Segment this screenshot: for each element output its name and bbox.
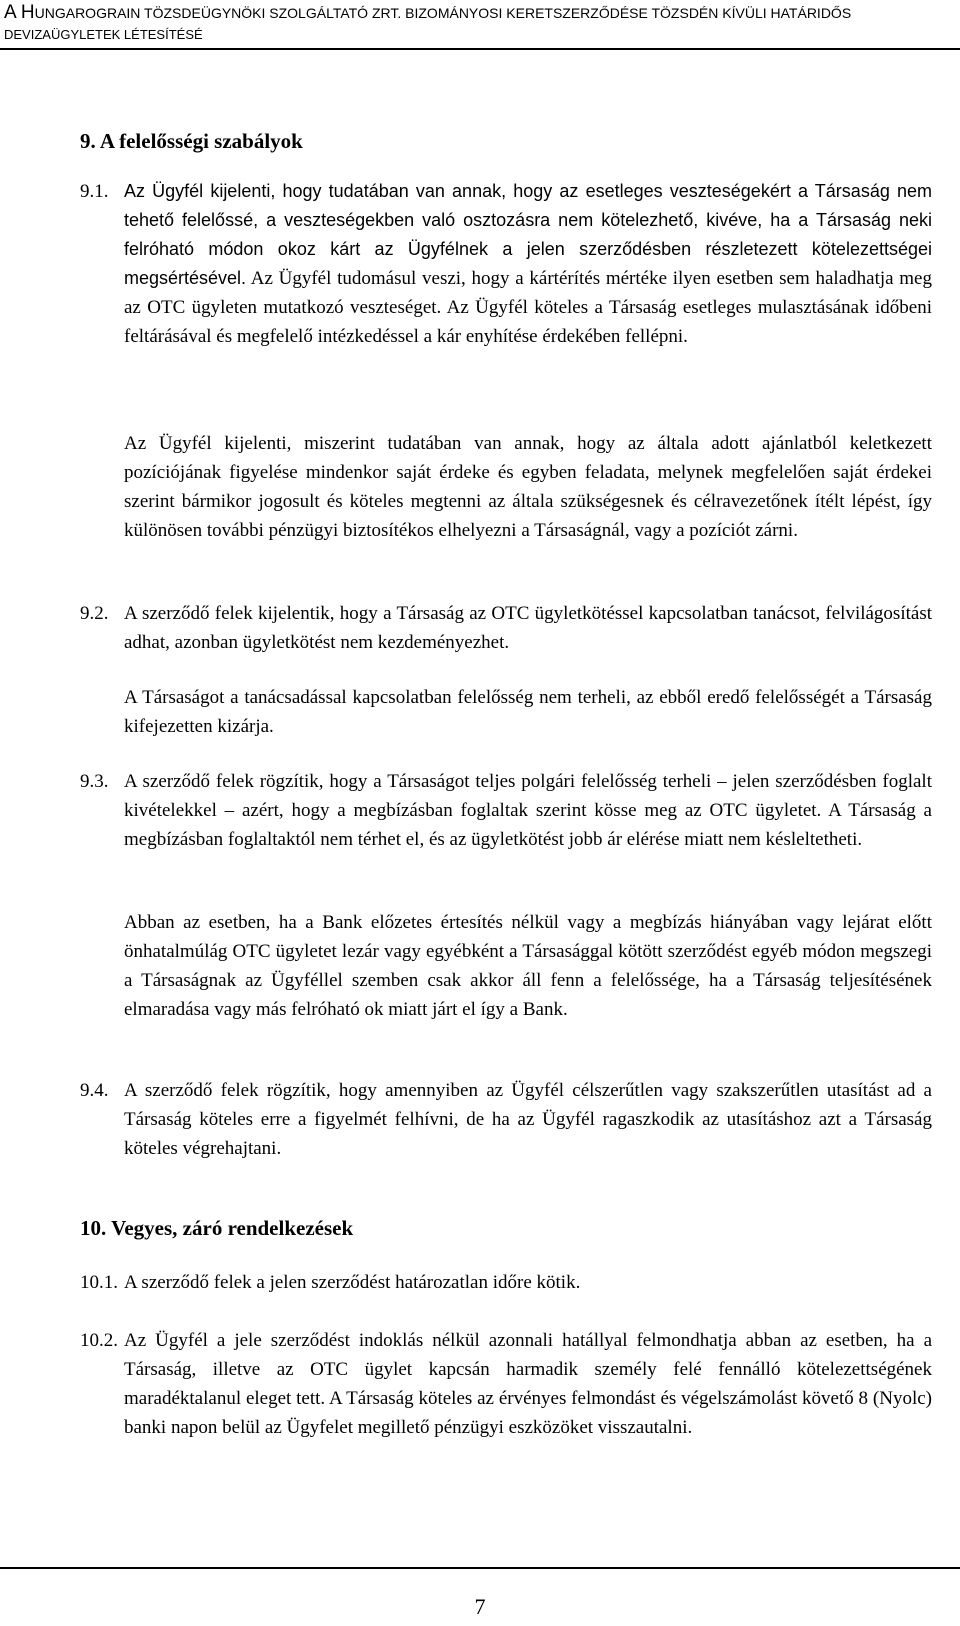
header-rule <box>0 48 960 50</box>
footer-rule <box>0 1567 960 1569</box>
clause-9-4-text: A szerződő felek rögzítik, hogy amennyiben az Ügyfél célszerűtlen vagy szakszerűtlen utasítást ad a Társaság köteles erre a figyelmét felhívni, de ha az Ügyfél ragaszkodik az utasításhoz azt a Társaság köteles végrehajtani. <box>124 1080 932 1159</box>
clause-10-2-number: 10.2. <box>80 1330 118 1351</box>
clause-9-3-number: 9.3. <box>80 771 109 792</box>
clause-9-2-number: 9.2. <box>80 603 109 624</box>
page-number: 7 <box>474 1594 486 1619</box>
header-title-rest: UNGAROGRAIN TÖZSDEÜGYNÖKI SZOLGÁLTATÓ ZRT. BIZOMÁNYOSI KERETSZERZŐDÉSE TÖZSDÉN KÍVÜLI HATÁRIDŐS <box>34 5 852 21</box>
clause-9-1-number: 9.1. <box>80 181 109 202</box>
clause-10-2-text: Az Ügyfél a jele szerződést indoklás nélkül azonnali hatállyal felmondhatja abban az esetben, ha a Társaság, illetve az OTC ügylet kapcsán harmadik személy felé fennálló kötelezettségének maradéktalanul eleget tett. A Társaság köteles az érvényes felmondást és végelszámolást követő 8 (Nyolc) banki napon belül az Ügyfelet megillető pénzügyi eszközöket visszautalni. <box>124 1330 932 1438</box>
clause-9-1-text <box>124 177 932 351</box>
section-10-heading: 10. Vegyes, záró rendelkezések <box>80 1216 354 1240</box>
clause-9-1-text-part1: Az Ügyfél kijelenti, hogy tudatában van annak, hogy az esetleges veszteségekért a Társaság nem tehető felelőssé, a veszteségekben való osztozásra nem kötelezhető, kivéve, ha a Társaság neki felróható módon okoz kárt az Ügyfélnek a jelen szerződésben részletezett kötelezettségei megsértésével. <box>124 181 932 288</box>
header-title-line2: DEVIZAÜGYLETEK LÉTESÍTÉSÉ <box>4 27 203 42</box>
clause-9-2-text: A szerződő felek kijelentik, hogy a Társaság az OTC ügyletkötéssel kapcsolatban tanácsot, felvilágosítást adhat, azonban ügyletkötést nem kezdeményezhet. <box>124 603 932 653</box>
clause-9-1-text-part2: Az Ügyfél tudomásul veszi, hogy a kártérítés mértéke ilyen esetben sem haladhatja meg az OTC ügyleten mutatkozó veszteséget. Az Ügyfél köteles a Társaság esetleges mulasztásának időbeni feltárásával és megfelelő intézkedéssel a kár enyhítése érdekében fellépni. <box>124 268 932 347</box>
section-9-heading: 9. A felelősségi szabályok <box>80 129 303 153</box>
header-title-line1 <box>4 2 851 24</box>
clause-9-2-paragraph-2: A Társaságot a tanácsadással kapcsolatban felelősség nem terheli, az ebből eredő felelősségét a Társaság kifejezetten kizárja. <box>124 687 932 737</box>
header-title-prefix: A H <box>4 2 35 23</box>
clause-10-1-number: 10.1. <box>80 1272 118 1293</box>
clause-9-3-paragraph-2: Abban az esetben, ha a Bank előzetes értesítés nélkül vagy a megbízás hiányában vagy lejárat előtt önhatalmúlág OTC ügyletet lezár vagy egyébként a Társasággal kötött szerződést egyéb módon megszegi a Társaságnak az Ügyféllel szemben csak akkor áll fenn a felelőssége, ha a Társaság teljesítésének elmaradása vagy más felróható ok miatt járt el így a Bank. <box>124 912 932 1020</box>
clause-9-3-text: A szerződő felek rögzítik, hogy a Társaságot teljes polgári felelősség terheli – jelen szerződésben foglalt kivételekkel – azért, hogy a megbízásban foglaltak szerint kösse meg az OTC ügyletet. A Társaság a megbízásban foglaltaktól nem térhet el, és az ügyletkötést jobb ár elérése miatt nem késleltetheti. <box>124 771 932 850</box>
clause-10-1-text: A szerződő felek a jelen szerződést határozatlan időre kötik. <box>124 1272 581 1293</box>
clause-9-4-number: 9.4. <box>80 1080 109 1101</box>
clause-9-1-paragraph-2: Az Ügyfél kijelenti, miszerint tudatában van annak, hogy az általa adott ajánlatból keletkezett pozíciójának figyelése mindenkor saját érdeke és egyben feladata, melynek megfelelően saját érdekei szerint bármikor jogosult és köteles megtenni az általa szükségesnek és célravezetőnek ítélt lépést, így különösen további pénzügyi biztosítékos elhelyezni a Társaságnál, vagy a pozíciót zárni. <box>124 433 932 541</box>
